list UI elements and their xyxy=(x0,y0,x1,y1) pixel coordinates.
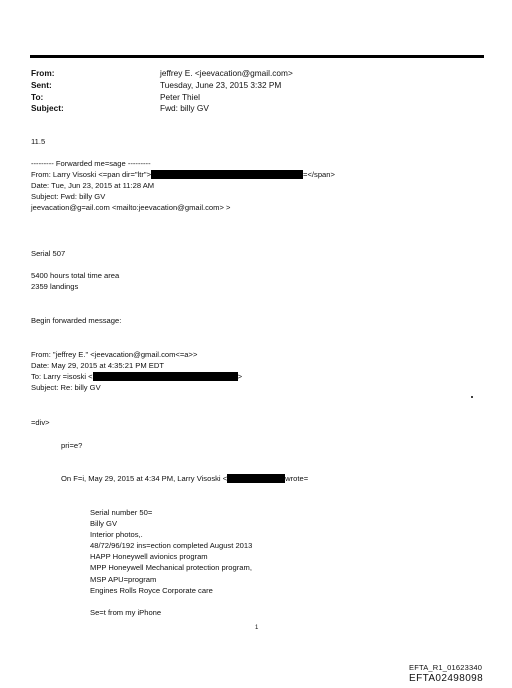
forward-separator: --------- Forwarded me=sage --------- xyxy=(31,159,151,168)
quote-attribution-line xyxy=(61,474,308,484)
quoted-line: 48/72/96/192 ins=ection completed August 2013 xyxy=(90,541,253,550)
serial-line: Serial 507 xyxy=(31,249,66,258)
subject-value: Fwd: billy GV xyxy=(160,103,209,113)
forwarded-from-suffix: =</span> xyxy=(303,170,335,179)
quote-attribution-prefix: On F=i, May 29, 2015 at 4:34 PM, Larry Visoski < xyxy=(61,474,228,483)
inner-to-line xyxy=(31,372,242,382)
stray-mark xyxy=(471,396,473,398)
quoted-line: HAPP Honeywell avionics program xyxy=(90,552,208,561)
quoted-line: MSP APU=program xyxy=(90,575,157,584)
inner-to-prefix: To: Larry =isoski < xyxy=(31,372,93,381)
div-tag-line: =div> xyxy=(31,418,50,427)
forwarded-from-prefix: From: Larry Visoski <=pan dir="ltr"> xyxy=(31,170,152,179)
price-line: pri=e? xyxy=(61,441,83,450)
quoted-line: Engines Rolls Royce Corporate care xyxy=(90,586,213,595)
inner-subject: Subject: Re: billy GV xyxy=(31,383,101,392)
bates-number-secondary: EFTA02498098 xyxy=(409,673,484,684)
from-value: jeffrey E. <jeevacation@gmail.com> xyxy=(160,68,293,78)
hours-line: 5400 hours total time area xyxy=(31,271,120,280)
header-rule xyxy=(30,55,484,58)
bates-number-primary: EFTA_R1_01623340 xyxy=(409,663,483,672)
to-label: To: xyxy=(31,92,44,102)
signature-line: Se=t from my iPhone xyxy=(90,608,162,617)
quoted-line: Serial number 50= xyxy=(90,508,153,517)
landings-line: 2359 landings xyxy=(31,282,79,291)
quoted-line: Interior photos,. xyxy=(90,530,143,539)
inner-to-suffix: > xyxy=(237,372,243,381)
forwarded-date: Date: Tue, Jun 23, 2015 at 11:28 AM xyxy=(31,181,155,190)
forwarded-to: jeevacation@g=ail.com <mailto:jeevacation@gmail.com> > xyxy=(31,203,231,212)
sent-value: Tuesday, June 23, 2015 3:32 PM xyxy=(160,80,282,90)
redaction-block xyxy=(227,474,285,483)
subject-label: Subject: xyxy=(31,103,64,113)
top-note: 11.5 xyxy=(31,137,46,146)
redaction-block xyxy=(151,170,303,179)
redaction-block xyxy=(93,372,238,381)
from-label: From: xyxy=(31,68,55,78)
page-number: 1 xyxy=(255,625,259,631)
begin-forwarded-line: Begin forwarded message: xyxy=(31,316,122,325)
to-value: Peter Thiel xyxy=(160,92,200,102)
quoted-line: Billy GV xyxy=(90,519,118,528)
forwarded-subject: Subject: Fwd: billy GV xyxy=(31,192,106,201)
quote-attribution-suffix: wrote= xyxy=(285,474,309,483)
forwarded-from-line xyxy=(31,170,335,180)
quoted-line: MPP Honeywell Mechanical protection program, xyxy=(90,563,252,572)
inner-from: From: "jeffrey E." <jeevacation@gmail.com<=a>> xyxy=(31,350,198,359)
sent-label: Sent: xyxy=(31,80,52,90)
inner-date: Date: May 29, 2015 at 4:35:21 PM EDT xyxy=(31,361,164,370)
